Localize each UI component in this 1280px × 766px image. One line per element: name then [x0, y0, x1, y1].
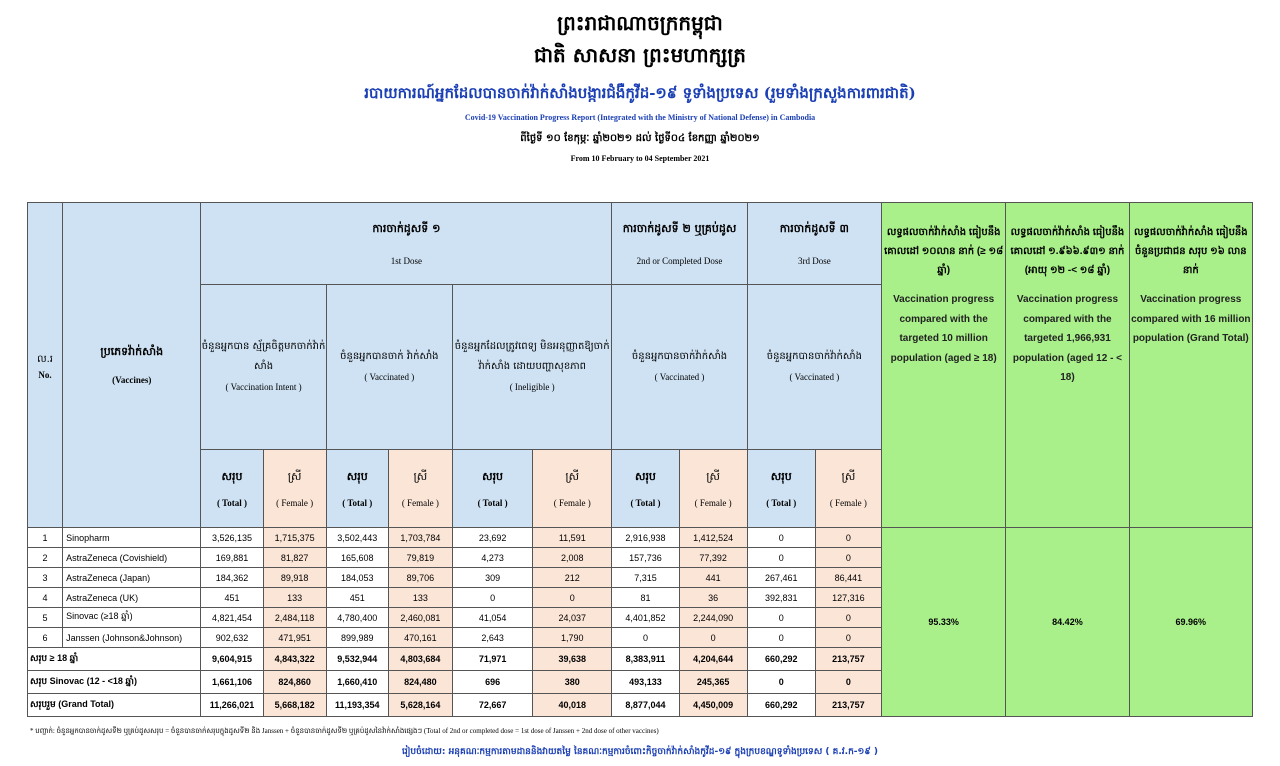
vaccine-name: Sinopharm [63, 528, 201, 548]
row-no: 3 [28, 568, 63, 588]
total-col-header: សរុប ( Total ) [326, 450, 388, 528]
table-row [28, 528, 1253, 548]
cell: 81 [612, 588, 679, 608]
vaccine-name: AstraZeneca (UK) [63, 588, 201, 608]
total-col-header: សរុប ( Total ) [452, 450, 532, 528]
cell: 1,715,375 [263, 528, 326, 548]
cell: 451 [326, 588, 388, 608]
report-title-km: របាយការណ៍អ្នកដែលបានចាក់វ៉ាក់សាំងបង្ការជំងឺកូវីដ-១៩ ទូទាំងប្រទេស (រួមទាំងក្រសួងការពារជាតិ) [364, 84, 916, 102]
cell: 9,604,915 [201, 648, 263, 671]
cell: 127,316 [815, 588, 881, 608]
cell: 3,526,135 [201, 528, 263, 548]
cell: 213,757 [815, 648, 881, 671]
report-title-en: Covid-19 Vaccination Progress Report (Integrated with the Ministry of National Defense) in Cambodia [464, 113, 816, 122]
pct-total: 69.96% [1129, 528, 1252, 717]
cell: 899,989 [326, 628, 388, 648]
cell: 4,401,852 [612, 608, 679, 628]
total-col-header: សរុប ( Total ) [747, 450, 815, 528]
cell: 2,008 [533, 548, 612, 568]
total-col-header: សរុប ( Total ) [612, 450, 679, 528]
cell: 165,608 [326, 548, 388, 568]
cell: 470,161 [388, 628, 452, 648]
cell: 2,244,090 [679, 608, 747, 628]
pct-adult: 95.33% [882, 528, 1006, 717]
row-no: 5 [28, 608, 63, 628]
cell: 267,461 [747, 568, 815, 588]
cell: 5,628,164 [388, 694, 452, 717]
vaccine-name: AstraZeneca (Japan) [63, 568, 201, 588]
cell: 4,821,454 [201, 608, 263, 628]
summary-label: សរុប Sinovac (12 - <18 ឆ្នាំ) [28, 671, 201, 694]
cell: 86,441 [815, 568, 881, 588]
grand-total-label: សរុបរួម (Grand Total) [28, 694, 201, 717]
date-range-en: From 10 February to 04 September 2021 [570, 154, 710, 163]
cell: 1,412,524 [679, 528, 747, 548]
female-col-header: ស្រី ( Female ) [388, 450, 452, 528]
cell: 3,502,443 [326, 528, 388, 548]
cell: 0 [815, 628, 881, 648]
date-range-km: ពីថ្ងៃទី ១០ ខែកុម្ភៈ ឆ្នាំ២០២១ ដល់ ថ្ងៃទី០៤ ខែកញ្ញា ឆ្នាំ២០២១ [520, 133, 760, 144]
cell: 8,877,044 [612, 694, 679, 717]
cell: 0 [815, 548, 881, 568]
cell: 40,018 [533, 694, 612, 717]
row-no: 4 [28, 588, 63, 608]
ineligible-header: ចំនួនអ្នកដែលត្រូវពេទ្យ មិនអនុញ្ញាតឱ្យចាក់វ៉ាក់សាំង ដោយបញ្ហាសុខភាព ( Ineligible ) [452, 285, 611, 450]
female-col-header: ស្រី ( Female ) [263, 450, 326, 528]
footnote: * បញ្ជាក់: ចំនួនអ្នកបានចាក់ដូសទី២ ឬគ្រប់ដូសសរុប = ចំនួនបានចាក់សរុបក្នុងដូសទី២ និង Janssen + ចំនួនបានចាក់ដូសទី២ ឬគ្រប់ដូសនៃវ៉ាក់សាំងផ្សេងៗ (Total of 2nd or completed dose = 1st dose of Janssen + 2nd dose of other vaccines) [30, 727, 659, 735]
cell: 0 [533, 588, 612, 608]
prepared-by: រៀបចំដោយ: អនុគណៈកម្មការតាមដាននិងវាយតម្លៃ នៃគណៈកម្មការចំពោះកិច្ចចាក់វ៉ាក់សាំងកូវីដ-១៩ ក្នុងក្របខណ្ឌទូទាំងប្រទេស ( គ.វ.ក-១៩ ) [402, 747, 878, 757]
cell: 11,266,021 [201, 694, 263, 717]
cell: 1,703,784 [388, 528, 452, 548]
row-no: 6 [28, 628, 63, 648]
cell: 4,843,322 [263, 648, 326, 671]
cell: 0 [679, 628, 747, 648]
cell: 4,273 [452, 548, 532, 568]
vaccine-name: Janssen (Johnson&Johnson) [63, 628, 201, 648]
pct-teen: 84.42% [1006, 528, 1129, 717]
cell: 4,780,400 [326, 608, 388, 628]
female-col-header: ស្រី ( Female ) [815, 450, 881, 528]
cell: 81,827 [263, 548, 326, 568]
cell: 169,881 [201, 548, 263, 568]
cell: 0 [747, 628, 815, 648]
cell: 1,661,106 [201, 671, 263, 694]
cell: 11,591 [533, 528, 612, 548]
cell: 392,831 [747, 588, 815, 608]
cell: 77,392 [679, 548, 747, 568]
cell: 0 [815, 608, 881, 628]
target-adult-header: លទ្ធផលចាក់វ៉ាក់សាំង ធៀបនឹង គោលដៅ ១០លាន នាក់ (≥ ១៨ ឆ្នាំ) Vaccination progress compared with the targeted 10 million population (aged ≥ 18) [882, 203, 1006, 528]
cell: 71,971 [452, 648, 532, 671]
cell: 4,450,009 [679, 694, 747, 717]
cell: 1,790 [533, 628, 612, 648]
cell: 23,692 [452, 528, 532, 548]
summary-label: សរុប ≥ 18 ឆ្នាំ [28, 648, 201, 671]
cell: 72,667 [452, 694, 532, 717]
cell: 493,133 [612, 671, 679, 694]
cell: 0 [747, 671, 815, 694]
cell: 0 [747, 528, 815, 548]
cell: 309 [452, 568, 532, 588]
kingdom-title: ព្រះរាជាណាចក្រកម្ពុជា [557, 11, 723, 35]
cell: 441 [679, 568, 747, 588]
cell: 133 [388, 588, 452, 608]
cell: 89,918 [263, 568, 326, 588]
total-col-header: សរុប ( Total ) [201, 450, 263, 528]
cell: 696 [452, 671, 532, 694]
cell: 824,860 [263, 671, 326, 694]
cell: 2,484,118 [263, 608, 326, 628]
cell: 0 [452, 588, 532, 608]
cell: 2,460,081 [388, 608, 452, 628]
cell: 24,037 [533, 608, 612, 628]
cell: 39,638 [533, 648, 612, 671]
cell: 184,053 [326, 568, 388, 588]
vaccine-name: AstraZeneca (Covishield) [63, 548, 201, 568]
cell: 0 [747, 608, 815, 628]
cell: 79,819 [388, 548, 452, 568]
cell: 451 [201, 588, 263, 608]
cell: 0 [815, 671, 881, 694]
target-total-header: លទ្ធផលចាក់វ៉ាក់សាំង ធៀបនឹង ចំនួនប្រជាជន សរុប ១៦ លាននាក់ Vaccination progress compared with 16 million population (Grand Total) [1129, 203, 1252, 528]
target-teen-header: លទ្ធផលចាក់វ៉ាក់សាំង ធៀបនឹង គោលដៅ ១.៩៦៦.៩៣១ នាក់ (អាយុ ១២ -< ១៨ ឆ្នាំ) Vaccination progress compared with the targeted 1,966,931 population (aged 12 - < 18) [1006, 203, 1129, 528]
cell: 380 [533, 671, 612, 694]
intent-header: ចំនួនអ្នកបាន ស្ម័គ្រចិត្តមកចាក់វ៉ាក់សាំង ( Vaccination Intent ) [201, 285, 326, 450]
cell: 184,362 [201, 568, 263, 588]
cell: 8,383,911 [612, 648, 679, 671]
motto: ជាតិ សាសនា ព្រះមហាក្សត្រ [534, 43, 746, 67]
cell: 5,668,182 [263, 694, 326, 717]
dose2-header: ការចាក់ដូសទី ២ ឬគ្រប់ដូស 2nd or Completed Dose [612, 203, 747, 285]
cell: 0 [612, 628, 679, 648]
cell: 2,916,938 [612, 528, 679, 548]
vaccination-table [27, 202, 1253, 717]
cell: 1,660,410 [326, 671, 388, 694]
cell: 157,736 [612, 548, 679, 568]
cell: 213,757 [815, 694, 881, 717]
cell: 0 [747, 548, 815, 568]
row-no: 2 [28, 548, 63, 568]
row-no: 1 [28, 528, 63, 548]
cell: 11,193,354 [326, 694, 388, 717]
cell: 133 [263, 588, 326, 608]
cell: 41,054 [452, 608, 532, 628]
vaccinated2-header: ចំនួនអ្នកបានចាក់វ៉ាក់សាំង ( Vaccinated ) [612, 285, 747, 450]
cell: 4,204,644 [679, 648, 747, 671]
cell: 902,632 [201, 628, 263, 648]
cell: 4,803,684 [388, 648, 452, 671]
cell: 36 [679, 588, 747, 608]
cell: 9,532,944 [326, 648, 388, 671]
cell: 2,643 [452, 628, 532, 648]
cell: 212 [533, 568, 612, 588]
cell: 660,292 [747, 648, 815, 671]
cell: 660,292 [747, 694, 815, 717]
vaccine-header: ប្រភេទវ៉ាក់សាំង (Vaccines) [63, 203, 201, 528]
cell: 0 [815, 528, 881, 548]
cell: 824,480 [388, 671, 452, 694]
cell: 89,706 [388, 568, 452, 588]
female-col-header: ស្រី ( Female ) [679, 450, 747, 528]
vaccine-name: Sinovac (≥18 ឆ្នាំ) [63, 608, 201, 628]
no-header: ល.រ No. [28, 203, 63, 528]
dose1-header: ការចាក់ដូសទី ១ 1st Dose [201, 203, 612, 285]
vaccinated1-header: ចំនួនអ្នកបានចាក់ វ៉ាក់សាំង ( Vaccinated ) [326, 285, 452, 450]
female-col-header: ស្រី ( Female ) [533, 450, 612, 528]
cell: 7,315 [612, 568, 679, 588]
cell: 471,951 [263, 628, 326, 648]
cell: 245,365 [679, 671, 747, 694]
dose3-header: ការចាក់ដូសទី ៣ 3rd Dose [747, 203, 881, 285]
vaccinated3-header: ចំនួនអ្នកបានចាក់វ៉ាក់សាំង ( Vaccinated ) [747, 285, 881, 450]
